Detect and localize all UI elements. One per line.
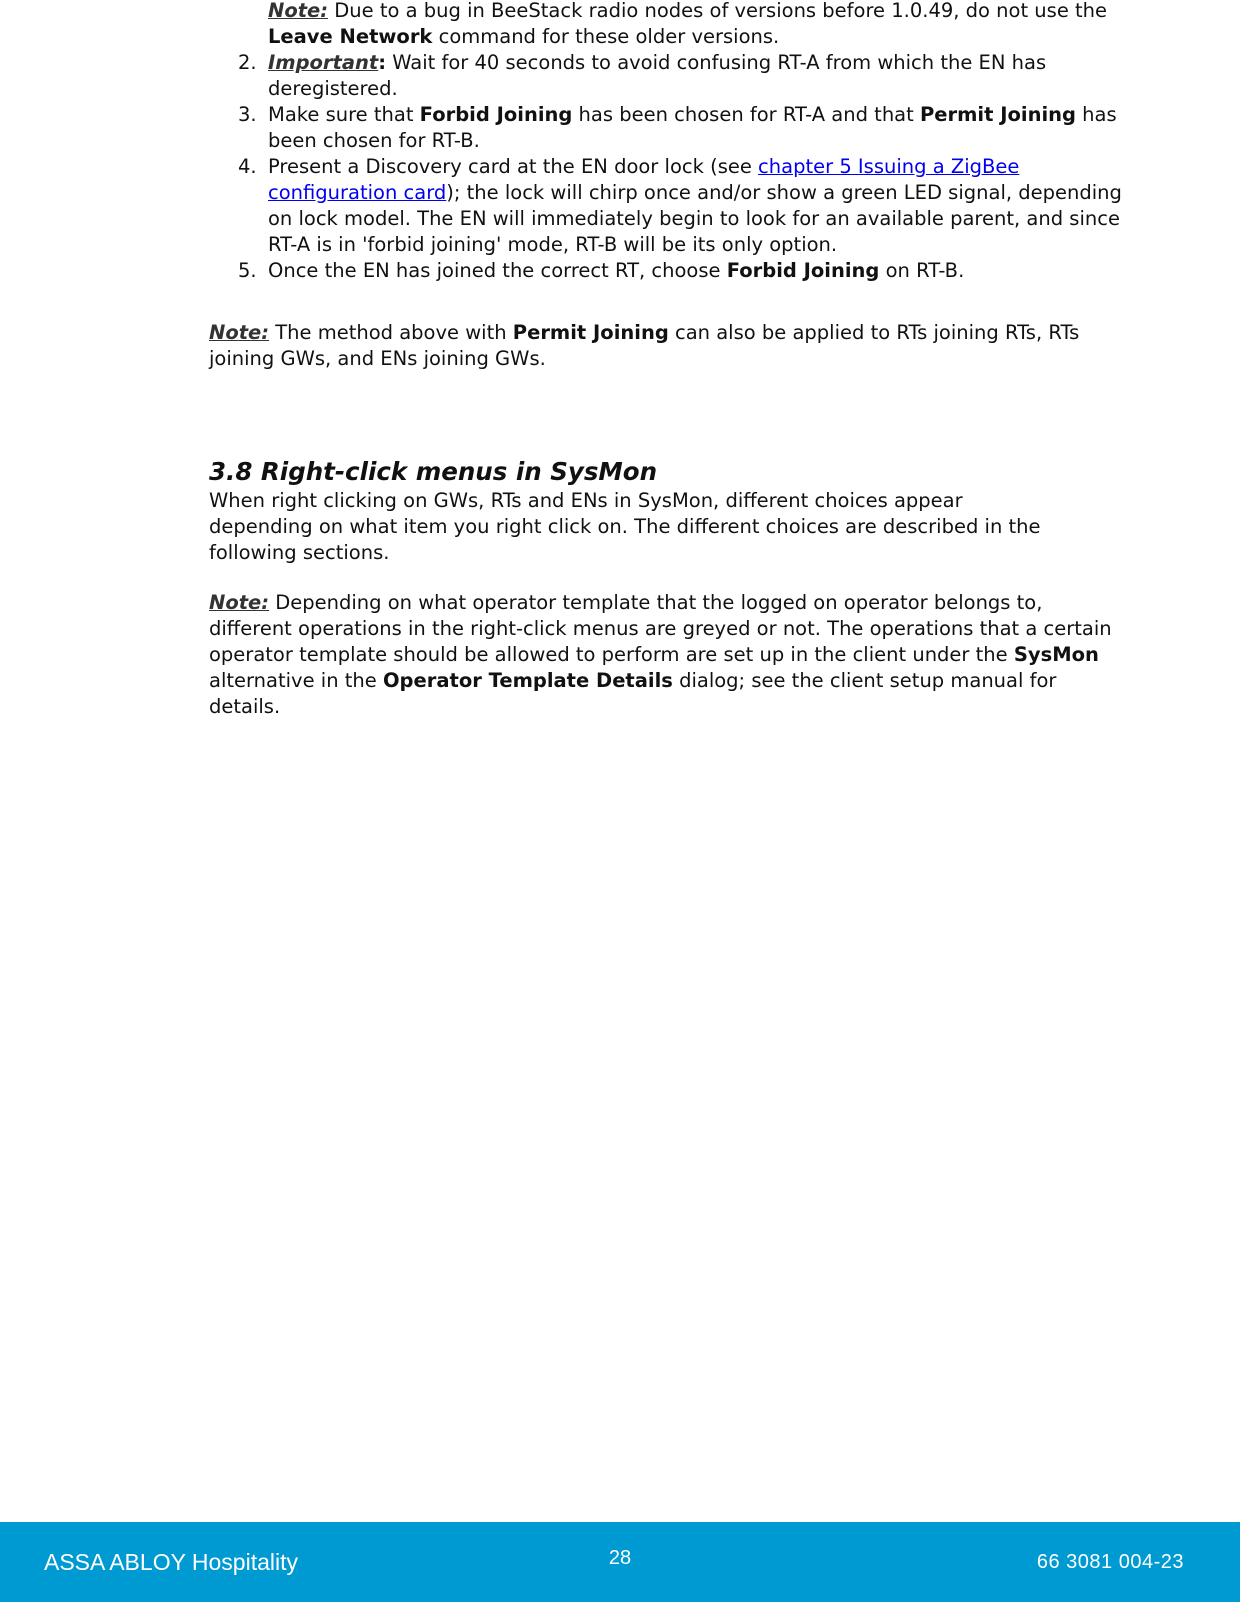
note-paragraph-operator-template [209, 590, 1129, 720]
note-text: alternative in the [209, 669, 383, 692]
note-text: dialog; see the client setup manual for details. [209, 669, 1057, 718]
chapter-5-link[interactable]: chapter 5 Issuing a ZigBee configuration card [268, 155, 1020, 204]
list-item-5 [238, 258, 1128, 284]
bold-term: SysMon [1013, 643, 1099, 666]
note-text: can also be applied to RTs joining RTs, RTs joining GWs, and ENs joining GWs. [209, 321, 1080, 370]
important-label: Important [268, 51, 379, 74]
note-label: Note: [268, 0, 329, 22]
list-text: Present a Discovery card at the EN door lock (see [268, 155, 759, 178]
list-number: 5. [238, 259, 257, 282]
bold-term: Forbid Joining [419, 103, 573, 126]
section-heading: 3.8 Right-click menus in SysMon [209, 457, 658, 486]
list-text: Once the EN has joined the correct RT, choose [268, 259, 727, 282]
document-number: 66 3081 004-23 [1036, 1551, 1184, 1573]
note-text: Depending on what operator template that the logged on operator belongs to, different operations in the right-click menus are greyed or not. The operations that a certain operator template should be allowed to perform are set up in the client under the [209, 591, 1112, 666]
page-number: 28 [608, 1547, 632, 1569]
bold-term: Operator Template Details [382, 669, 673, 692]
list-text: has been chosen for RT-B. [268, 103, 1117, 152]
note-label: Note: [209, 321, 270, 344]
list-number: 4. [238, 155, 257, 178]
note-paragraph-permit-joining [209, 320, 1129, 372]
bold-term: Permit Joining [512, 321, 669, 344]
company-name: ASSA ABLOY Hospitality [44, 1549, 298, 1575]
list-item-note [268, 0, 1128, 50]
list-text: has been chosen for RT-A and that [572, 103, 920, 126]
note-text: command for these older versions. [432, 25, 780, 48]
list-text: ); the lock will chirp once and/or show a green LED signal, depending on lock model. The EN will immediately begin to look for an available parent, and since RT-A is in 'forbid joining' mode, RT-B will be its only option. [268, 181, 1122, 256]
bold-term: Leave Network [268, 25, 433, 48]
note-label: Note: [209, 591, 270, 614]
list-text: on RT-B. [879, 259, 965, 282]
list-text: Wait for 40 seconds to avoid confusing RT-A from which the EN has deregistered. [268, 51, 1047, 100]
list-number: 2. [238, 51, 257, 74]
bold-term: Permit Joining [919, 103, 1076, 126]
bold-term: Forbid Joining [726, 259, 880, 282]
note-text: The method above with [269, 321, 513, 344]
list-number: 3. [238, 103, 257, 126]
list-item-2 [238, 50, 1128, 102]
colon: : [378, 51, 387, 74]
page-footer [0, 1522, 1240, 1602]
list-item-3 [238, 102, 1128, 154]
list-text: Make sure that [268, 103, 420, 126]
list-item-4 [238, 154, 1128, 258]
note-text: Due to a bug in BeeStack radio nodes of versions before 1.0.49, do not use the [328, 0, 1108, 22]
section-intro: When right clicking on GWs, RTs and ENs in SysMon, different choices appear depending on what item you right click on. The different choices are described in the following sections. [209, 489, 1041, 564]
